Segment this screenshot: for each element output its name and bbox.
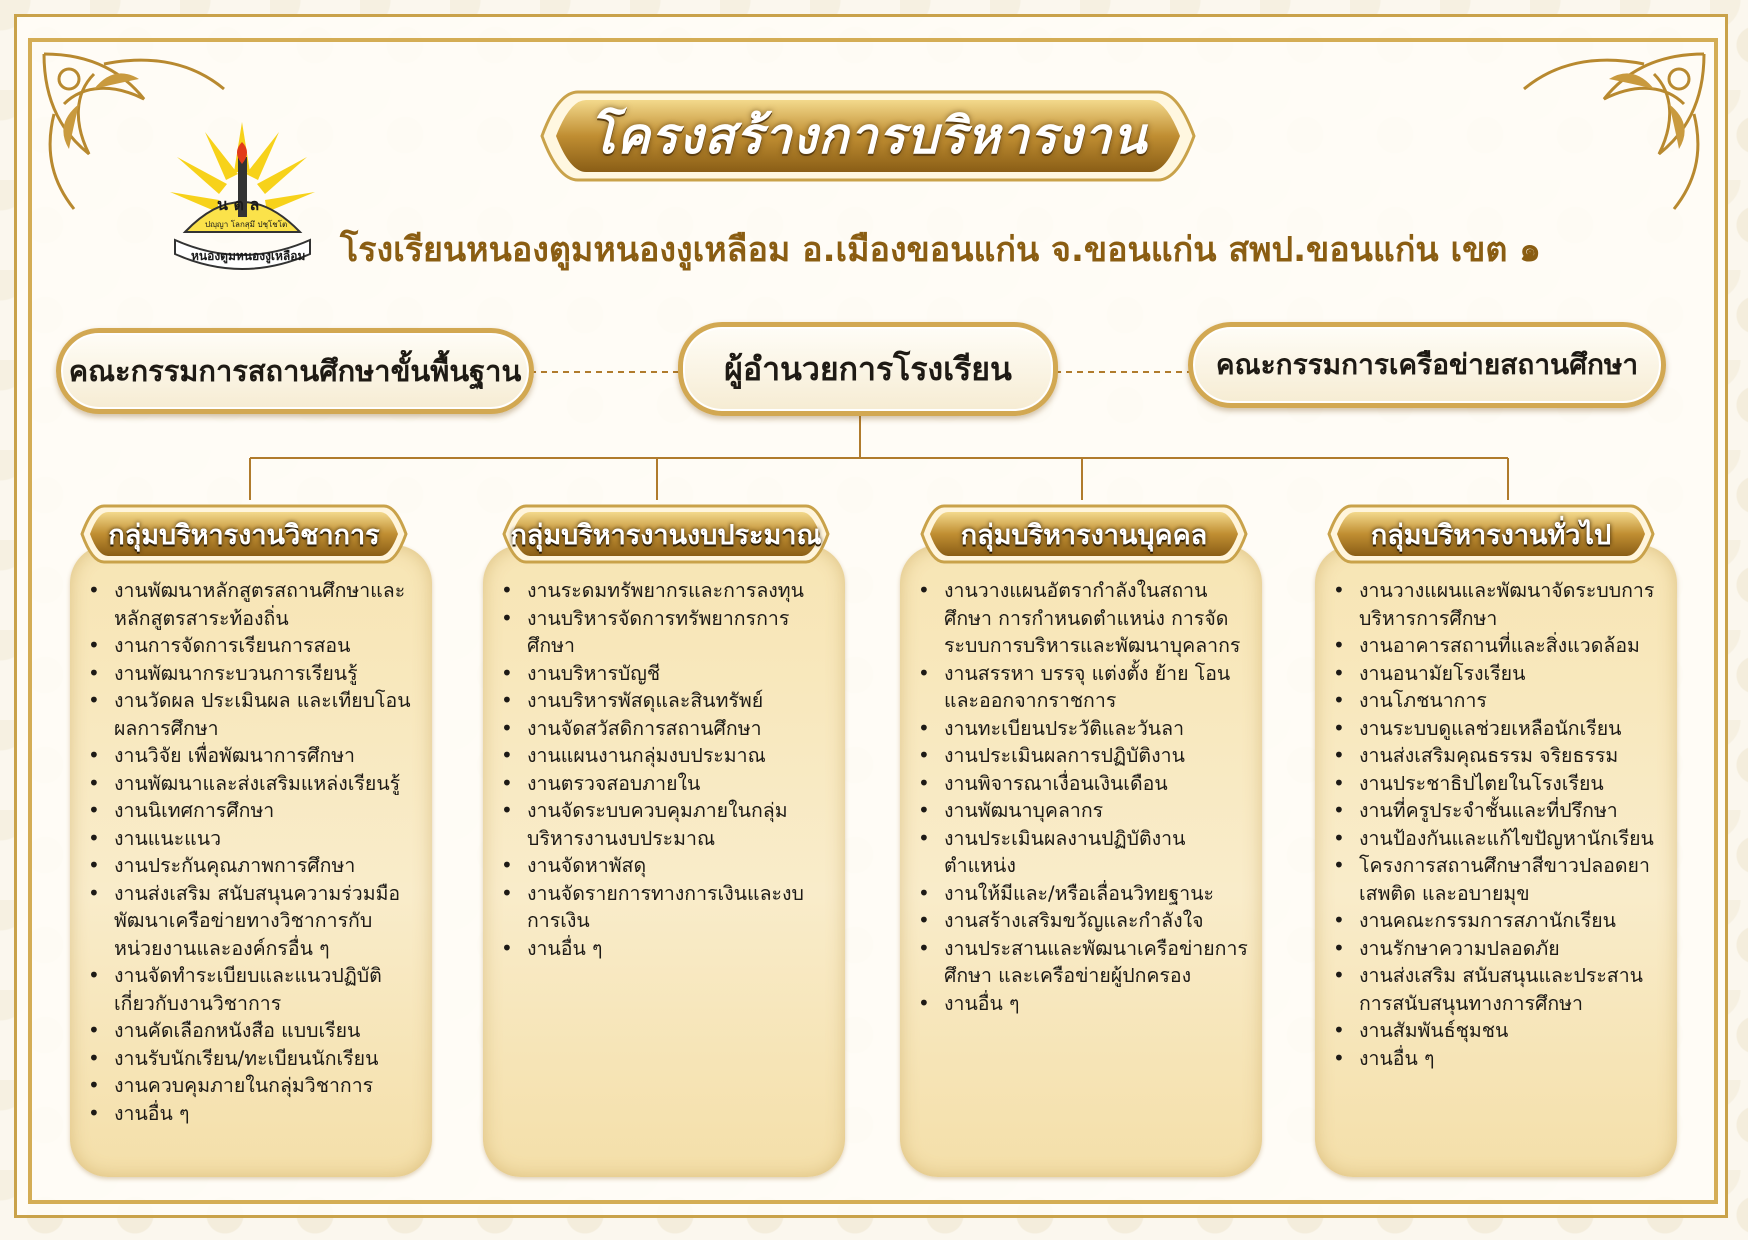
budget-group-list: [497, 577, 831, 962]
list-item: • งานคณะกรรมการสภานักเรียน: [1359, 907, 1663, 935]
network-committee-label: คณะกรรมการเครือข่ายสถานศึกษา: [1215, 348, 1639, 381]
logo-motto: ปญฺญา โลกสฺมึ ปชฺโชโต: [205, 220, 288, 229]
list-item: • งานตรวจสอบภายใน: [527, 770, 831, 798]
list-item: • งานประชาธิปไตยในโรงเรียน: [1359, 770, 1663, 798]
page-title: โครงสร้างการบริหารงาน: [588, 105, 1148, 165]
list-item: • งานสรรหา บรรจุ แต่งตั้ง ย้าย โอนและออกจากราชการ: [944, 660, 1248, 715]
list-item: • งานวางแผนและพัฒนาจัดระบบการบริหารการศึกษา: [1359, 577, 1663, 632]
list-item: • งานอื่น ๆ: [944, 990, 1248, 1018]
list-item: • งานทะเบียนประวัติและวันลา: [944, 715, 1248, 743]
list-item: • โครงการสถานศึกษาสีขาวปลอดยาเสพติด และอบายมุข: [1359, 852, 1663, 907]
list-item: • งานสัมพันธ์ชุมชน: [1359, 1017, 1663, 1045]
list-item: • งานแนะแนว: [114, 825, 418, 853]
personnel-group-card: [900, 545, 1262, 1177]
list-item: • งานอื่น ๆ: [1359, 1045, 1663, 1073]
school-director-node: [678, 322, 1058, 416]
basic-education-committee-label: คณะกรรมการสถานศึกษาขั้นพื้นฐาน: [68, 354, 522, 388]
list-item: • งานแผนงานกลุ่มงบประมาณ: [527, 742, 831, 770]
list-item: • งานบริหารบัญชี: [527, 660, 831, 688]
general-group-list: [1329, 577, 1663, 1072]
list-item: • งานจัดหาพัสดุ: [527, 852, 831, 880]
list-item: • งานส่งเสริม สนับสนุนและประสานการสนับสนุนทางการศึกษา: [1359, 962, 1663, 1017]
general-group-header: [1325, 502, 1657, 566]
list-item: • งานบริหารพัสดุและสินทรัพย์: [527, 687, 831, 715]
list-item: • งานการจัดการเรียนการสอน: [114, 632, 418, 660]
list-item: • งานสร้างเสริมขวัญและกำลังใจ: [944, 907, 1248, 935]
list-item: • งานวิจัย เพื่อพัฒนาการศึกษา: [114, 742, 418, 770]
list-item: • งานส่งเสริมคุณธรรม จริยธรรม: [1359, 742, 1663, 770]
list-item: • งานประกันคุณภาพการศึกษา: [114, 852, 418, 880]
list-item: • งานพิจารณาเงื่อนเงินเดือน: [944, 770, 1248, 798]
network-committee-node: [1188, 322, 1666, 408]
list-item: • งานอนามัยโรงเรียน: [1359, 660, 1663, 688]
list-item: • งานคัดเลือกหนังสือ แบบเรียน: [114, 1017, 418, 1045]
list-item: • งานวัดผล ประเมินผล และเทียบโอนผลการศึกษา: [114, 687, 418, 742]
academic-group-title: กลุ่มบริหารงานวิชาการ: [108, 519, 380, 551]
list-item: • งานควบคุมภายในกลุ่มวิชาการ: [114, 1072, 418, 1100]
list-item: • งานจัดสวัสดิการสถานศึกษา: [527, 715, 831, 743]
list-item: • งานส่งเสริม สนับสนุนความร่วมมือพัฒนาเครือข่ายทางวิชาการกับหน่วยงานและองค์กรอื่น ๆ: [114, 880, 418, 963]
list-item: • งานรักษาความปลอดภัย: [1359, 935, 1663, 963]
list-item: • งานพัฒนาและส่งเสริมแหล่งเรียนรู้: [114, 770, 418, 798]
list-item: • งานป้องกันและแก้ไขปัญหานักเรียน: [1359, 825, 1663, 853]
list-item: • งานอาคารสถานที่และสิ่งแวดล้อม: [1359, 632, 1663, 660]
logo-school-name: หนองตูมหนองงูเหลือม: [191, 249, 306, 263]
list-item: • งานประเมินผลการปฏิบัติงาน: [944, 742, 1248, 770]
list-item: • งานอื่น ๆ: [114, 1100, 418, 1128]
general-group-title: กลุ่มบริหารงานทั่วไป: [1370, 519, 1612, 551]
budget-group-card: [483, 545, 845, 1177]
list-item: • งานนิเทศการศึกษา: [114, 797, 418, 825]
personnel-group-list: [914, 577, 1248, 1017]
logo-letters: น ต ล: [217, 195, 260, 214]
list-item: • งานโภชนาการ: [1359, 687, 1663, 715]
personnel-group-header: [918, 502, 1250, 566]
list-item: • งานบริหารจัดการทรัพยากรการศึกษา: [527, 605, 831, 660]
list-item: • งานรับนักเรียน/ทะเบียนนักเรียน: [114, 1045, 418, 1073]
list-item: • งานวางแผนอัตรากำลังในสถานศึกษา การกำหนดตำแหน่ง การจัดระบบการบริหารและพัฒนาบุคลากร: [944, 577, 1248, 660]
school-director-label: ผู้อำนวยการโรงเรียน: [724, 349, 1012, 388]
list-item: • งานประสานและพัฒนาเครือข่ายการศึกษา และเครือข่ายผู้ปกครอง: [944, 935, 1248, 990]
personnel-group-title: กลุ่มบริหารงานบุคคล: [960, 519, 1208, 551]
list-item: • งานให้มีและ/หรือเลื่อนวิทยฐานะ: [944, 880, 1248, 908]
list-item: • งานที่ครูประจำชั้นและที่ปรึกษา: [1359, 797, 1663, 825]
list-item: • งานจัดรายการทางการเงินและงบการเงิน: [527, 880, 831, 935]
list-item: • งานระบบดูแลช่วยเหลือนักเรียน: [1359, 715, 1663, 743]
list-item: • งานจัดระบบควบคุมภายในกลุ่มบริหารงานงบประมาณ: [527, 797, 831, 852]
academic-group-card: [70, 545, 432, 1177]
list-item: • งานพัฒนาหลักสูตรสถานศึกษาและหลักสูตรสาระท้องถิ่น: [114, 577, 418, 632]
budget-group-header: [500, 502, 832, 566]
list-item: • งานอื่น ๆ: [527, 935, 831, 963]
list-item: • งานพัฒนากระบวนการเรียนรู้: [114, 660, 418, 688]
list-item: • งานพัฒนาบุคลากร: [944, 797, 1248, 825]
list-item: • งานประเมินผลงานปฏิบัติงานตำแหน่ง: [944, 825, 1248, 880]
basic-education-committee-node: [56, 328, 534, 414]
academic-group-list: [84, 577, 418, 1127]
school-subtitle: โรงเรียนหนองตูมหนองงูเหลือม อ.เมืองขอนแก่น จ.ขอนแก่น สพป.ขอนแก่น เขต ๑: [340, 230, 1541, 270]
list-item: • งานระดมทรัพยากรและการลงทุน: [527, 577, 831, 605]
academic-group-header: [78, 502, 410, 566]
list-item: • งานจัดทำระเบียบและแนวปฏิบัติเกี่ยวกับงานวิชาการ: [114, 962, 418, 1017]
general-group-card: [1315, 545, 1677, 1177]
budget-group-title: กลุ่มบริหารงานงบประมาณ: [510, 519, 822, 551]
